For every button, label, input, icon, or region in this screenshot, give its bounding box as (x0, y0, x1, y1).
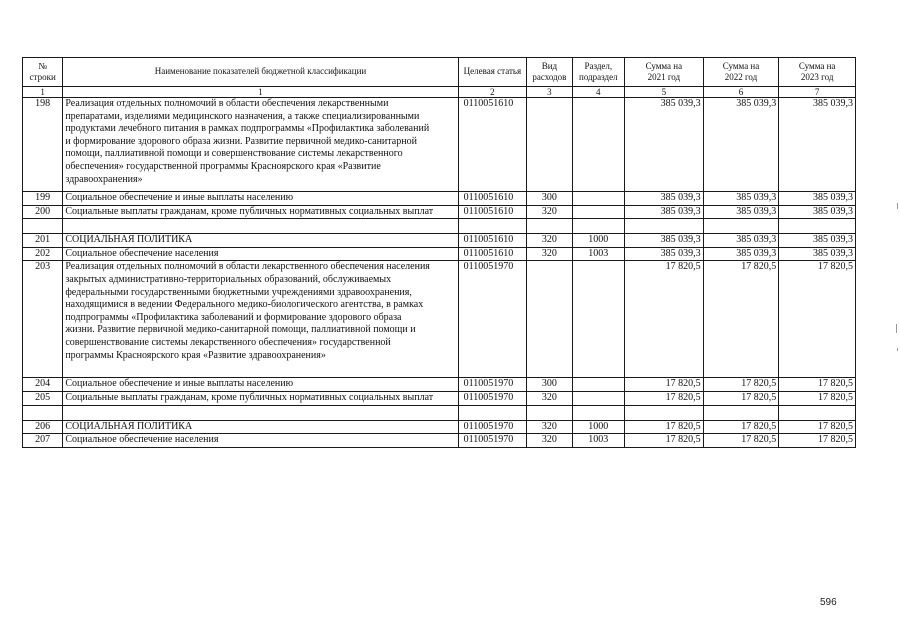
spacer-cell (779, 219, 856, 234)
indicator-name: Социальное обеспечение и иные выплаты населению (63, 378, 458, 392)
spacer-cell (458, 219, 527, 234)
spacer-cell (703, 219, 779, 234)
column-number: 2 (458, 87, 527, 98)
table-row (23, 192, 856, 206)
sum-2021: 17 820,5 (625, 420, 704, 434)
header-sum-2023 (779, 58, 856, 87)
expense-type: 320 (527, 205, 572, 219)
section-code: 1000 (572, 420, 624, 434)
target-article: 0110051970 (458, 434, 527, 448)
indicator-name: СОЦИАЛЬНАЯ ПОЛИТИКА (63, 420, 458, 434)
sum-2021: 385 039,3 (625, 234, 704, 248)
spacer-row (23, 219, 856, 234)
spacer-cell (23, 219, 63, 234)
section-code (572, 391, 624, 405)
spacer-cell (625, 219, 704, 234)
spacer-cell (572, 219, 624, 234)
spacer-cell (703, 405, 779, 420)
target-article: 0110051970 (458, 391, 527, 405)
header-indicator-name-label: Наименование показателей бюджетной классификации (154, 66, 367, 77)
sum-2021: 17 820,5 (625, 434, 704, 448)
spacer-row (23, 405, 856, 420)
indicator-name: СОЦИАЛЬНАЯ ПОЛИТИКА (63, 234, 458, 248)
sum-2021: 17 820,5 (625, 261, 704, 378)
header-section (572, 58, 624, 87)
header-indicator-name (63, 58, 458, 87)
section-code (572, 192, 624, 206)
sum-2023: 385 039,3 (779, 98, 856, 192)
indicator-name: Социальные выплаты гражданам, кроме публичных нормативных социальных выплат (63, 391, 458, 405)
column-number: 1 (63, 87, 458, 98)
expense-type (527, 98, 572, 192)
indicator-name: Социальное обеспечение населения (63, 247, 458, 261)
sum-2022: 385 039,3 (703, 234, 779, 248)
section-code: 1003 (572, 247, 624, 261)
expense-type: 320 (527, 234, 572, 248)
expense-type: 300 (527, 192, 572, 206)
indicator-name: Реализация отдельных полномочий в области лекарственного обеспечения населения закрытых административно-территориальных образований, обслуживаемых федеральными государственными бюджетными учреждениями здравоохранения, находящимися в ведении Федерального медико-биологического агентства, в рамках подпрограммы «Профилактика заболеваний и формирование здорового образа жизни. Развитие первичной медико-санитарной помощи, паллиативной помощи и совершенствование системы лекарственного обеспечения» государственной программы Красноярского края «Развитие здравоохранения» (63, 261, 458, 378)
table-row (23, 234, 856, 248)
sum-2021: 385 039,3 (625, 98, 704, 192)
spacer-cell (527, 219, 572, 234)
table-row (23, 391, 856, 405)
sum-2021: 385 039,3 (625, 192, 704, 206)
scan-margin-mark (897, 203, 898, 209)
scan-margin-mark (897, 348, 898, 351)
row-number: 207 (23, 434, 63, 448)
column-number: 7 (779, 87, 856, 98)
column-number: 6 (703, 87, 779, 98)
sum-2023: 17 820,5 (779, 391, 856, 405)
table-row (23, 98, 856, 192)
spacer-cell (63, 219, 458, 234)
spacer-cell (458, 405, 527, 420)
budget-classification-table (22, 57, 856, 448)
sum-2021: 17 820,5 (625, 391, 704, 405)
indicator-name: Социальные выплаты гражданам, кроме публичных нормативных социальных выплат (63, 205, 458, 219)
expense-type: 320 (527, 434, 572, 448)
target-article: 0110051970 (458, 420, 527, 434)
row-number: 205 (23, 391, 63, 405)
table-header (23, 58, 856, 98)
column-number-row (23, 87, 856, 98)
table-row (23, 434, 856, 448)
sum-2023: 17 820,5 (779, 420, 856, 434)
sum-2023: 385 039,3 (779, 205, 856, 219)
target-article: 0110051970 (458, 378, 527, 392)
scan-margin-mark (896, 324, 897, 333)
table-row (23, 205, 856, 219)
column-number: 5 (625, 87, 704, 98)
sum-2021: 385 039,3 (625, 205, 704, 219)
sum-2022: 17 820,5 (703, 420, 779, 434)
indicator-name: Социальное обеспечение населения (63, 434, 458, 448)
row-number: 198 (23, 98, 63, 192)
indicator-name: Реализация отдельных полномочий в области обеспечения лекарственными препаратами, изделиями медицинского назначения, а также специализированными продуктами лечебного питания в рамках подпрограммы «Профилактика заболеваний и формирование здорового образа жизни. Развитие первичной медико-санитарной помощи, паллиативной помощи и совершенствование системы лекарственного обеспечения» государственной программы Красноярского края «Развитие здравоохранения» (63, 98, 458, 192)
target-article: 0110051610 (458, 98, 527, 192)
indicator-name: Социальное обеспечение и иные выплаты населению (63, 192, 458, 206)
row-number: 203 (23, 261, 63, 378)
header-sum-2021-label: Сумма на 2021 год (645, 60, 683, 82)
spacer-cell (23, 405, 63, 420)
sum-2021: 385 039,3 (625, 247, 704, 261)
expense-type: 320 (527, 247, 572, 261)
sum-2022: 17 820,5 (703, 378, 779, 392)
row-number: 199 (23, 192, 63, 206)
table-body (23, 98, 856, 448)
header-expense-type-label: Вид расходов (532, 60, 567, 82)
header-row-number (23, 58, 63, 87)
expense-type: 300 (527, 378, 572, 392)
target-article: 0110051970 (458, 261, 527, 378)
table-row (23, 378, 856, 392)
column-number: 3 (527, 87, 572, 98)
spacer-cell (779, 405, 856, 420)
spacer-cell (63, 405, 458, 420)
header-row-number-label: № строки (29, 60, 56, 82)
header-sum-2022 (703, 58, 779, 87)
section-code (572, 378, 624, 392)
header-target-article (458, 58, 527, 87)
target-article: 0110051610 (458, 247, 527, 261)
column-number: 4 (572, 87, 624, 98)
expense-type: 320 (527, 420, 572, 434)
header-target-article-label: Целевая статья (463, 66, 522, 77)
sum-2022: 385 039,3 (703, 192, 779, 206)
row-number: 200 (23, 205, 63, 219)
sum-2022: 17 820,5 (703, 391, 779, 405)
sum-2021: 17 820,5 (625, 378, 704, 392)
spacer-cell (572, 405, 624, 420)
section-code (572, 205, 624, 219)
table-row (23, 247, 856, 261)
section-code: 1003 (572, 434, 624, 448)
header-expense-type (527, 58, 572, 87)
header-sum-2023-label: Сумма на 2023 год (798, 60, 836, 82)
section-code (572, 98, 624, 192)
spacer-cell (527, 405, 572, 420)
row-number: 204 (23, 378, 63, 392)
sum-2022: 385 039,3 (703, 247, 779, 261)
expense-type (527, 261, 572, 378)
row-number: 206 (23, 420, 63, 434)
target-article: 0110051610 (458, 234, 527, 248)
sum-2022: 385 039,3 (703, 205, 779, 219)
section-code (572, 261, 624, 378)
row-number: 201 (23, 234, 63, 248)
spacer-cell (625, 405, 704, 420)
sum-2023: 17 820,5 (779, 434, 856, 448)
expense-type: 320 (527, 391, 572, 405)
column-number: 1 (23, 87, 63, 98)
page-number: 596 (820, 597, 837, 608)
sum-2023: 17 820,5 (779, 261, 856, 378)
header-section-label: Раздел, подраздел (579, 60, 618, 82)
table-row (23, 420, 856, 434)
target-article: 0110051610 (458, 205, 527, 219)
target-article: 0110051610 (458, 192, 527, 206)
header-sum-2021 (625, 58, 704, 87)
sum-2022: 17 820,5 (703, 434, 779, 448)
table-row (23, 261, 856, 378)
sum-2022: 385 039,3 (703, 98, 779, 192)
sum-2023: 385 039,3 (779, 247, 856, 261)
sum-2023: 17 820,5 (779, 378, 856, 392)
sum-2023: 385 039,3 (779, 234, 856, 248)
header-sum-2022-label: Сумма на 2022 год (722, 60, 760, 82)
row-number: 202 (23, 247, 63, 261)
sum-2022: 17 820,5 (703, 261, 779, 378)
sum-2023: 385 039,3 (779, 192, 856, 206)
section-code: 1000 (572, 234, 624, 248)
header-row (23, 58, 856, 87)
